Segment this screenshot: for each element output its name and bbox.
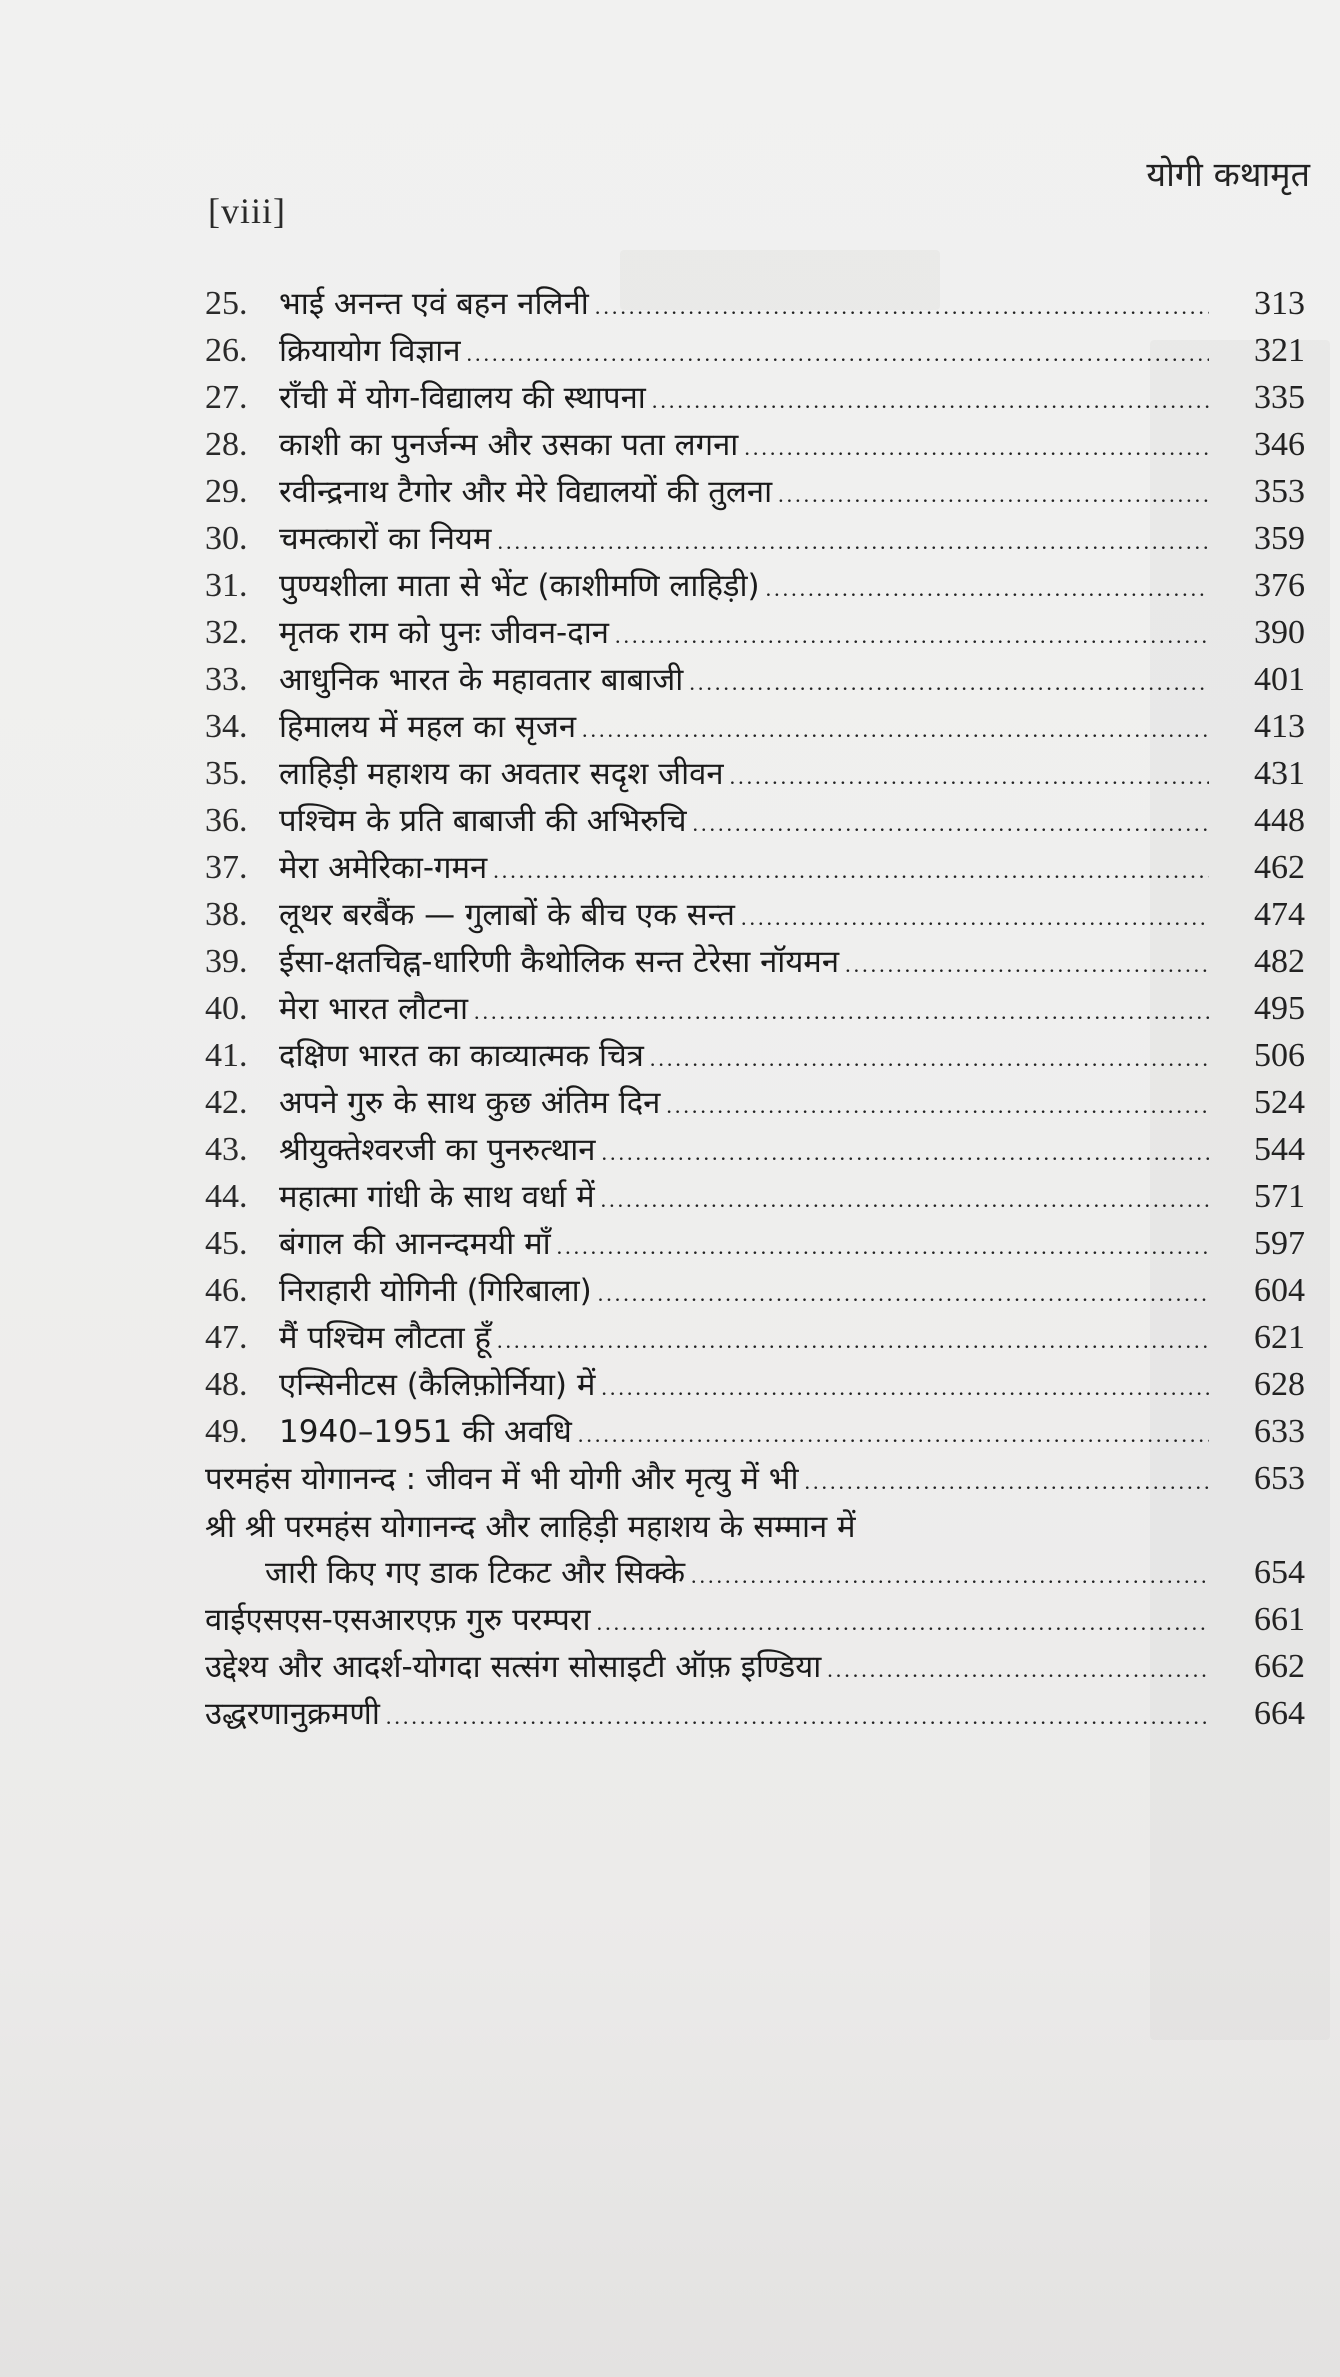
chapter-number: 43. xyxy=(205,1131,248,1168)
dot-leader xyxy=(693,800,1209,847)
dot-leader xyxy=(744,424,1209,471)
page-ref: 654 xyxy=(1254,1554,1305,1591)
toc-appendix-entry[interactable] xyxy=(205,1455,1305,1502)
dot-leader xyxy=(741,894,1209,941)
chapter-title: निराहारी योगिनी (गिरिबाला) xyxy=(279,1273,592,1309)
dot-leader xyxy=(650,1035,1209,1082)
dot-leader xyxy=(766,565,1209,612)
toc-entry[interactable] xyxy=(205,985,1305,1032)
chapter-number: 34. xyxy=(205,708,248,745)
dot-leader xyxy=(602,1129,1209,1176)
page-ref: 482 xyxy=(1254,943,1305,980)
toc-entry[interactable] xyxy=(205,656,1305,703)
toc-entry[interactable] xyxy=(205,797,1305,844)
page-ref: 448 xyxy=(1254,802,1305,839)
chapter-number: 32. xyxy=(205,614,248,651)
page-ref: 495 xyxy=(1254,990,1305,1027)
dot-leader xyxy=(730,753,1209,800)
chapter-title: भाई अनन्त एवं बहन नलिनी xyxy=(279,286,589,322)
chapter-number: 39. xyxy=(205,943,248,980)
page-ref: 628 xyxy=(1254,1366,1305,1403)
toc-entry[interactable] xyxy=(205,515,1305,562)
page-number: [viii] xyxy=(208,191,286,231)
dot-leader xyxy=(666,1082,1209,1129)
page-ref: 621 xyxy=(1254,1319,1305,1356)
appendix-title: उद्धरणानुक्रमणी xyxy=(205,1696,380,1732)
appendix-title-line1: श्री श्री परमहंस योगानन्द और लाहिड़ी महाशय के सम्मान में xyxy=(205,1509,856,1545)
toc-entry[interactable] xyxy=(205,609,1305,656)
chapter-title: क्रियायोग विज्ञान xyxy=(279,333,461,369)
page-ref: 462 xyxy=(1254,849,1305,886)
toc-entry[interactable] xyxy=(205,703,1305,750)
toc-appendix-entry[interactable] xyxy=(205,1690,1305,1737)
chapter-number: 27. xyxy=(205,379,248,416)
chapter-title: मेरा अमेरिका-गमन xyxy=(279,850,488,886)
chapter-title: हिमालय में महल का सृजन xyxy=(279,709,577,745)
chapter-number: 45. xyxy=(205,1225,248,1262)
chapter-title: श्रीयुक्तेश्वरजी का पुनरुत्थान xyxy=(279,1132,596,1168)
page-ref: 633 xyxy=(1254,1413,1305,1450)
chapter-title: पश्चिम के प्रति बाबाजी की अभिरुचि xyxy=(279,803,687,839)
page-ref: 376 xyxy=(1254,567,1305,604)
chapter-title: 1940–1951 की अवधि xyxy=(279,1414,572,1450)
dot-leader xyxy=(689,659,1209,706)
dot-leader xyxy=(595,283,1209,330)
toc-entry[interactable] xyxy=(205,1126,1305,1173)
page-ref: 571 xyxy=(1254,1178,1305,1215)
dot-leader xyxy=(497,1317,1209,1364)
page-ref: 544 xyxy=(1254,1131,1305,1168)
page-ref: 506 xyxy=(1254,1037,1305,1074)
toc-appendix-entry[interactable] xyxy=(205,1502,1305,1596)
chapter-number: 40. xyxy=(205,990,248,1027)
dot-leader xyxy=(652,377,1209,424)
toc-appendix-entry[interactable] xyxy=(205,1596,1305,1643)
chapter-title: रवीन्द्रनाथ टैगोर और मेरे विद्यालयों की तुलना xyxy=(279,474,773,510)
chapter-number: 28. xyxy=(205,426,248,463)
page-ref: 662 xyxy=(1254,1648,1305,1685)
dot-leader xyxy=(578,1411,1209,1458)
chapter-title: काशी का पुनर्जन्म और उसका पता लगना xyxy=(279,427,739,463)
chapter-title: लाहिड़ी महाशय का अवतार सदृश जीवन xyxy=(279,756,724,792)
chapter-number: 26. xyxy=(205,332,248,369)
chapter-number: 48. xyxy=(205,1366,248,1403)
toc-entry[interactable] xyxy=(205,938,1305,985)
page-ref: 653 xyxy=(1254,1460,1305,1497)
chapter-number: 29. xyxy=(205,473,248,510)
page-ref: 390 xyxy=(1254,614,1305,651)
toc-entry[interactable] xyxy=(205,327,1305,374)
chapter-title: पुण्यशीला माता से भेंट (काशीमणि लाहिड़ी) xyxy=(279,568,760,604)
chapter-title: ईसा-क्षतचिह्न-धारिणी कैथोलिक सन्त टेरेसा नॉयमन xyxy=(279,944,840,980)
dot-leader xyxy=(601,1176,1209,1223)
toc-entry[interactable] xyxy=(205,750,1305,797)
page-ref: 413 xyxy=(1254,708,1305,745)
chapter-title: अपने गुरु के साथ कुछ अंतिम दिन xyxy=(279,1085,661,1121)
dot-leader xyxy=(474,988,1209,1035)
dot-leader xyxy=(601,1364,1209,1411)
toc-entry[interactable] xyxy=(205,421,1305,468)
chapter-number: 35. xyxy=(205,755,248,792)
page-ref: 664 xyxy=(1254,1695,1305,1732)
chapter-title: मैं पश्चिम लौटता हूँ xyxy=(279,1320,491,1356)
toc-entry[interactable] xyxy=(205,1079,1305,1126)
dot-leader xyxy=(582,706,1209,753)
toc-entry[interactable] xyxy=(205,1267,1305,1314)
toc-entry[interactable] xyxy=(205,1314,1305,1361)
appendix-title: परमहंस योगानन्द : जीवन में भी योगी और मृत्यु में भी xyxy=(205,1461,799,1497)
chapter-number: 33. xyxy=(205,661,248,698)
appendix-title: वाईएसएस-एसआरएफ़ गुरु परम्परा xyxy=(205,1602,591,1638)
toc-entry[interactable] xyxy=(205,1361,1305,1408)
dot-leader xyxy=(845,941,1209,988)
page-ref: 353 xyxy=(1254,473,1305,510)
dot-leader xyxy=(497,518,1209,565)
toc-appendix-entry[interactable] xyxy=(205,1643,1305,1690)
chapter-title: मृतक राम को पुनः जीवन-दान xyxy=(279,615,609,651)
chapter-title: दक्षिण भारत का काव्यात्मक चित्र xyxy=(279,1038,644,1074)
toc-entry[interactable] xyxy=(205,844,1305,891)
chapter-number: 31. xyxy=(205,567,248,604)
appendix-title-line2: जारी किए गए डाक टिकट और सिक्के xyxy=(265,1555,686,1591)
chapter-title: मेरा भारत लौटना xyxy=(279,991,469,1027)
page-ref: 346 xyxy=(1254,426,1305,463)
toc-entry[interactable] xyxy=(205,891,1305,938)
chapter-title: चमत्कारों का नियम xyxy=(279,521,492,557)
page-ref: 524 xyxy=(1254,1084,1305,1121)
chapter-number: 30. xyxy=(205,520,248,557)
page-ref: 474 xyxy=(1254,896,1305,933)
chapter-number: 37. xyxy=(205,849,248,886)
chapter-title: बंगाल की आनन्दमयी माँ xyxy=(279,1226,551,1262)
chapter-number: 36. xyxy=(205,802,248,839)
page-ref: 431 xyxy=(1254,755,1305,792)
chapter-number: 49. xyxy=(205,1413,248,1450)
table-of-contents xyxy=(205,280,1305,1737)
chapter-number: 46. xyxy=(205,1272,248,1309)
page-ref: 335 xyxy=(1254,379,1305,416)
page-ref: 401 xyxy=(1254,661,1305,698)
dot-leader xyxy=(827,1646,1209,1693)
chapter-number: 47. xyxy=(205,1319,248,1356)
chapter-title: राँची में योग-विद्यालय की स्थापना xyxy=(279,380,646,416)
dot-leader xyxy=(805,1458,1209,1505)
page-ref: 321 xyxy=(1254,332,1305,369)
dot-leader xyxy=(598,1270,1209,1317)
toc-entry[interactable] xyxy=(205,1173,1305,1220)
dot-leader xyxy=(493,847,1209,894)
chapter-title: एन्सिनीटस (कैलिफ़ोर्निया) में xyxy=(279,1367,596,1403)
dot-leader xyxy=(467,330,1209,377)
toc-entry[interactable] xyxy=(205,1032,1305,1079)
toc-entry[interactable] xyxy=(205,562,1305,609)
chapter-number: 41. xyxy=(205,1037,248,1074)
toc-entry[interactable] xyxy=(205,280,1305,327)
dot-leader xyxy=(778,471,1209,518)
toc-entry[interactable] xyxy=(205,468,1305,515)
dot-leader xyxy=(597,1599,1209,1646)
chapter-title: आधुनिक भारत के महावतार बाबाजी xyxy=(279,662,684,698)
toc-entry[interactable] xyxy=(205,1220,1305,1267)
page-ref: 661 xyxy=(1254,1601,1305,1638)
chapter-number: 25. xyxy=(205,285,248,322)
dot-leader xyxy=(557,1223,1209,1270)
page-ref: 359 xyxy=(1254,520,1305,557)
appendix-title: उद्देश्य और आदर्श-योगदा सत्संग सोसाइटी ऑफ़ इण्डिया xyxy=(205,1649,822,1685)
dot-leader xyxy=(615,612,1209,659)
chapter-number: 42. xyxy=(205,1084,248,1121)
chapter-title: लूथर बरबैंक — गुलाबों के बीच एक सन्त xyxy=(279,897,735,933)
toc-entry[interactable] xyxy=(205,1408,1305,1455)
chapter-number: 38. xyxy=(205,896,248,933)
toc-entry[interactable] xyxy=(205,374,1305,421)
running-head-book-title: योगी कथामृत xyxy=(1146,155,1310,195)
dot-leader xyxy=(691,1552,1209,1599)
dot-leader xyxy=(386,1693,1209,1740)
page-ref: 313 xyxy=(1254,285,1305,322)
chapter-title: महात्मा गांधी के साथ वर्धा में xyxy=(279,1179,595,1215)
chapter-number: 44. xyxy=(205,1178,248,1215)
page-ref: 597 xyxy=(1254,1225,1305,1262)
page-ref: 604 xyxy=(1254,1272,1305,1309)
